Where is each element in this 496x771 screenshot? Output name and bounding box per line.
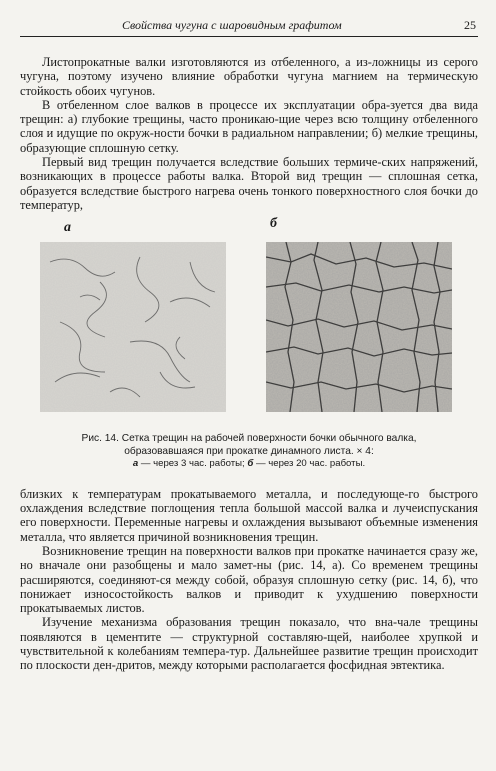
caption-a-key: а	[132, 458, 139, 470]
caption-line-3	[133, 458, 365, 469]
paragraph-5: Возникновение трещин на поверхности валков при прокатке начинается сразу же, но вначале они разобщены и мало замет-ны (рис. 14, а). Со временем трещины расширяются, соединяют-ся между собой, образуя сплошную сетку (рис. 14, б), что понижает износостойкость валков и приводит к ухудшению поверхности прокатываемых листов.	[20, 543, 478, 616]
caption-a-text: — через 3 час. работы;	[138, 458, 248, 470]
crack-photo-b	[266, 242, 452, 412]
paragraph-6: Изучение механизма образования трещин показало, что вна-чале трещины появляются в цементите — структурной составляю-щей, наиболее хрупкой и чувствительной к колебаниям темпера-тур. Дальнейшее развитие трещин происходит по плоскости ден-дритов, между которыми располагается фосфидная эвтектика.	[20, 615, 478, 673]
figure-label-a: а	[64, 220, 71, 236]
figure-14	[20, 218, 478, 433]
caption-b-key: б	[247, 458, 254, 470]
crack-photo-a	[40, 242, 226, 412]
page-header	[20, 18, 478, 37]
caption-line-1: Рис. 14. Сетка трещин на рабочей поверхности бочки обычного валка,	[81, 433, 417, 445]
paragraph-4: близких к температурам прокатываемого металла, и последующе-го быстрого охлаждения вследствие поглощения тепла большой массой валка и лучеиспускания его поверхности. Переменные нагревы и охлаждения вызывают объемные изменения металла, что является причиной возникновения трещин.	[20, 486, 478, 544]
caption-b-text: — через 20 час. работы.	[253, 458, 366, 470]
page-number: 25	[464, 18, 476, 32]
running-title: Свойства чугуна с шаровидным графитом	[122, 18, 342, 32]
paragraph-2: В отбеленном слое валков в процессе их эксплуатации обра-зуется два вида трещин: а) глубокие трещины, часто проникаю-щие через всю толщину отбеленного слоя и идущие по окруж-ности бочки в радиальном направлении; б) мелкие трещины, образующие сплошную сетку.	[20, 97, 478, 155]
book-page	[20, 18, 478, 673]
paragraph-1: Листопрокатные валки изготовляются из отбеленного, а из-ложницы из серого чугуна, поэтому изучено влияние обработки чугуна магнием на термическую стойкость обоих чугунов.	[20, 55, 478, 98]
caption-line-2: образовавшаяся при прокатке динамного листа. × 4:	[124, 445, 374, 457]
figure-label-b: б	[270, 216, 277, 232]
paragraph-3: Первый вид трещин получается вследствие больших термиче-ских напряжений, возникающих в процессе работы валка. Второй вид трещин — сплошная сетка, образуется вследствие быстрого нагрева очень тонкого поверхностного слоя бочки до температур,	[20, 155, 478, 212]
figure-caption	[40, 433, 458, 471]
